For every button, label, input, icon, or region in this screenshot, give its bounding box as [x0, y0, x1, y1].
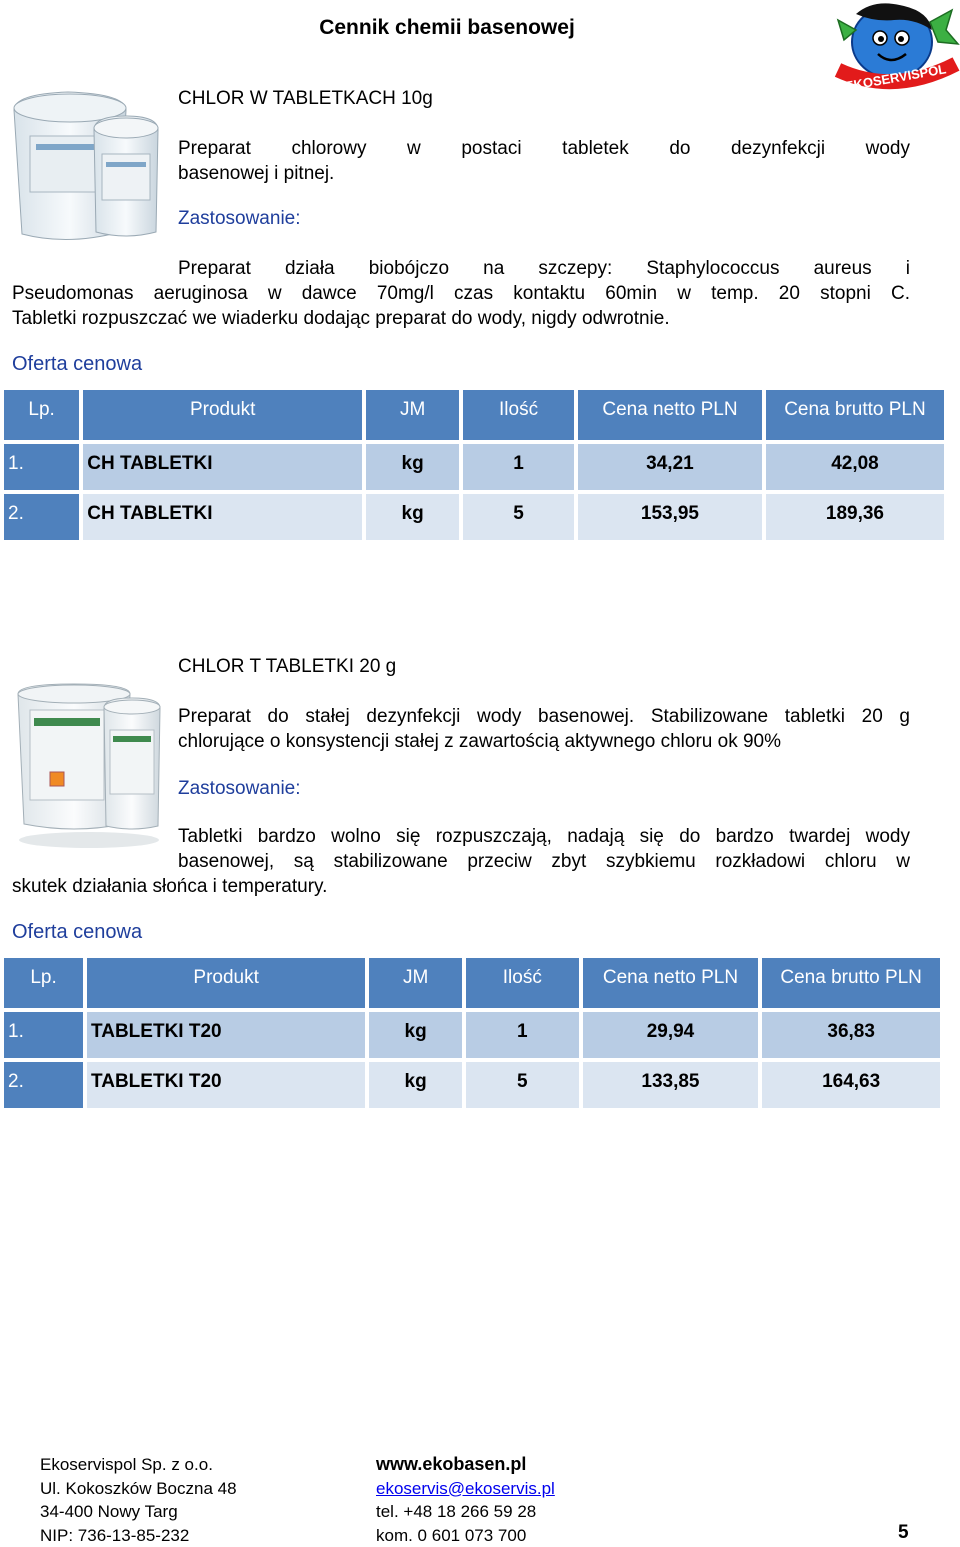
- header-quantity: Ilość: [463, 390, 574, 440]
- footer-city: 34-400 Nowy Targ: [40, 1500, 237, 1524]
- table-row: [4, 1062, 940, 1108]
- cell-quantity: 1: [463, 444, 574, 490]
- product-2-usage-line-2: basenowej, są stabilizowane przeciw zbyt szybkiemu rozkładowi chloru w: [178, 849, 910, 874]
- footer-company: Ekoservispol Sp. z o.o.: [40, 1453, 237, 1477]
- cell-gross-price: 42,08: [766, 444, 944, 490]
- product-2-usage-label: Zastosowanie:: [178, 776, 301, 801]
- header-product: Produkt: [87, 958, 365, 1008]
- product-1-name: CHLOR W TABLETKACH 10g: [178, 88, 433, 110]
- product-1-usage-line-2: Pseudomonas aeruginosa w dawce 70mg/l czas kontaktu 60min w temp. 20 stopni C.: [12, 281, 910, 306]
- header-net-price: Cena netto PLN: [578, 390, 762, 440]
- cell-net-price: 29,94: [583, 1012, 759, 1058]
- footer-nip: NIP: 736-13-85-232: [40, 1524, 237, 1547]
- cell-lp: 1.: [4, 444, 79, 490]
- product-2-offer-label: Oferta cenowa: [12, 921, 142, 944]
- table-header-row: [4, 958, 940, 1008]
- product-2-usage-line-1: Tabletki bardzo wolno się rozpuszczają, nadają się do bardzo twardej wody: [178, 824, 910, 849]
- header-unit: JM: [369, 958, 462, 1008]
- table-header-row: [4, 390, 944, 440]
- footer-phone: tel. +48 18 266 59 28: [376, 1500, 555, 1524]
- header-lp: Lp.: [4, 390, 79, 440]
- cell-product: TABLETKI T20: [87, 1062, 365, 1108]
- cell-lp: 2.: [4, 494, 79, 540]
- footer-website-link[interactable]: www.ekobasen.pl: [376, 1453, 555, 1477]
- product-2-price-table: [0, 954, 944, 1112]
- cell-unit: kg: [369, 1062, 462, 1108]
- product-2-desc-line-2: chlorujące o konsystencji stałej z zawartością aktywnego chloru ok 90%: [178, 729, 781, 754]
- cell-net-price: 133,85: [583, 1062, 759, 1108]
- cell-gross-price: 164,63: [762, 1062, 940, 1108]
- header-lp: Lp.: [4, 958, 83, 1008]
- header-net-price: Cena netto PLN: [583, 958, 759, 1008]
- cell-net-price: 34,21: [578, 444, 762, 490]
- footer-email-link[interactable]: ekoservis@ekoservis.pl: [376, 1477, 555, 1501]
- product-1-usage-line-3: Tabletki rozpuszczać we wiaderku dodając preparat do wody, nigdy odwrotnie.: [12, 306, 670, 331]
- product-2-name: CHLOR T TABLETKI 20 g: [178, 656, 396, 678]
- cell-gross-price: 189,36: [766, 494, 944, 540]
- cell-gross-price: 36,83: [762, 1012, 940, 1058]
- product-1-desc-line-1: Preparat chlorowy w postaci tabletek do dezynfekcji wody: [178, 136, 910, 161]
- footer-mobile: kom. 0 601 073 700: [376, 1524, 555, 1547]
- header-gross-price: Cena brutto PLN: [762, 958, 940, 1008]
- cell-unit: kg: [369, 1012, 462, 1058]
- header-gross-price: Cena brutto PLN: [766, 390, 944, 440]
- svg-text:EKOSERVISPOL: EKOSERVISPOL: [844, 61, 947, 94]
- page-number: 5: [898, 1522, 909, 1544]
- product-2-desc-line-1: Preparat do stałej dezynfekcji wody basenowej. Stabilizowane tabletki 20 g: [178, 704, 910, 729]
- header-product: Produkt: [83, 390, 362, 440]
- header-quantity: Ilość: [466, 958, 579, 1008]
- table-row: [4, 444, 944, 490]
- product-2-usage-line-3: skutek działania słońca i temperatury.: [12, 874, 327, 899]
- chlorine-t-tablets-container-image: [14, 680, 164, 850]
- cell-lp: 1.: [4, 1012, 83, 1058]
- cell-quantity: 5: [463, 494, 574, 540]
- cell-unit: kg: [366, 444, 459, 490]
- footer-contact-info: [376, 1453, 555, 1547]
- product-1-usage-label: Zastosowanie:: [178, 206, 301, 231]
- cell-quantity: 1: [466, 1012, 579, 1058]
- footer-company-info: [40, 1453, 237, 1547]
- page-title: Cennik chemii basenowej: [0, 16, 894, 40]
- company-logo: [834, 0, 960, 96]
- product-1-offer-label: Oferta cenowa: [12, 353, 142, 376]
- footer-street: Ul. Kokoszków Boczna 48: [40, 1477, 237, 1501]
- header-unit: JM: [366, 390, 459, 440]
- product-1-price-table: [0, 386, 948, 544]
- table-row: [4, 1012, 940, 1058]
- chlorine-tablets-container-image: [8, 84, 160, 252]
- table-row: [4, 494, 944, 540]
- cell-product: CH TABLETKI: [83, 444, 362, 490]
- cell-quantity: 5: [466, 1062, 579, 1108]
- cell-lp: 2.: [4, 1062, 83, 1108]
- cell-product: TABLETKI T20: [87, 1012, 365, 1058]
- product-1-usage-line-1: Preparat działa biobójczo na szczepy: Staphylococcus aureus i: [178, 256, 910, 281]
- cell-net-price: 153,95: [578, 494, 762, 540]
- cell-product: CH TABLETKI: [83, 494, 362, 540]
- cell-unit: kg: [366, 494, 459, 540]
- product-1-desc-line-2: basenowej i pitnej.: [178, 161, 334, 186]
